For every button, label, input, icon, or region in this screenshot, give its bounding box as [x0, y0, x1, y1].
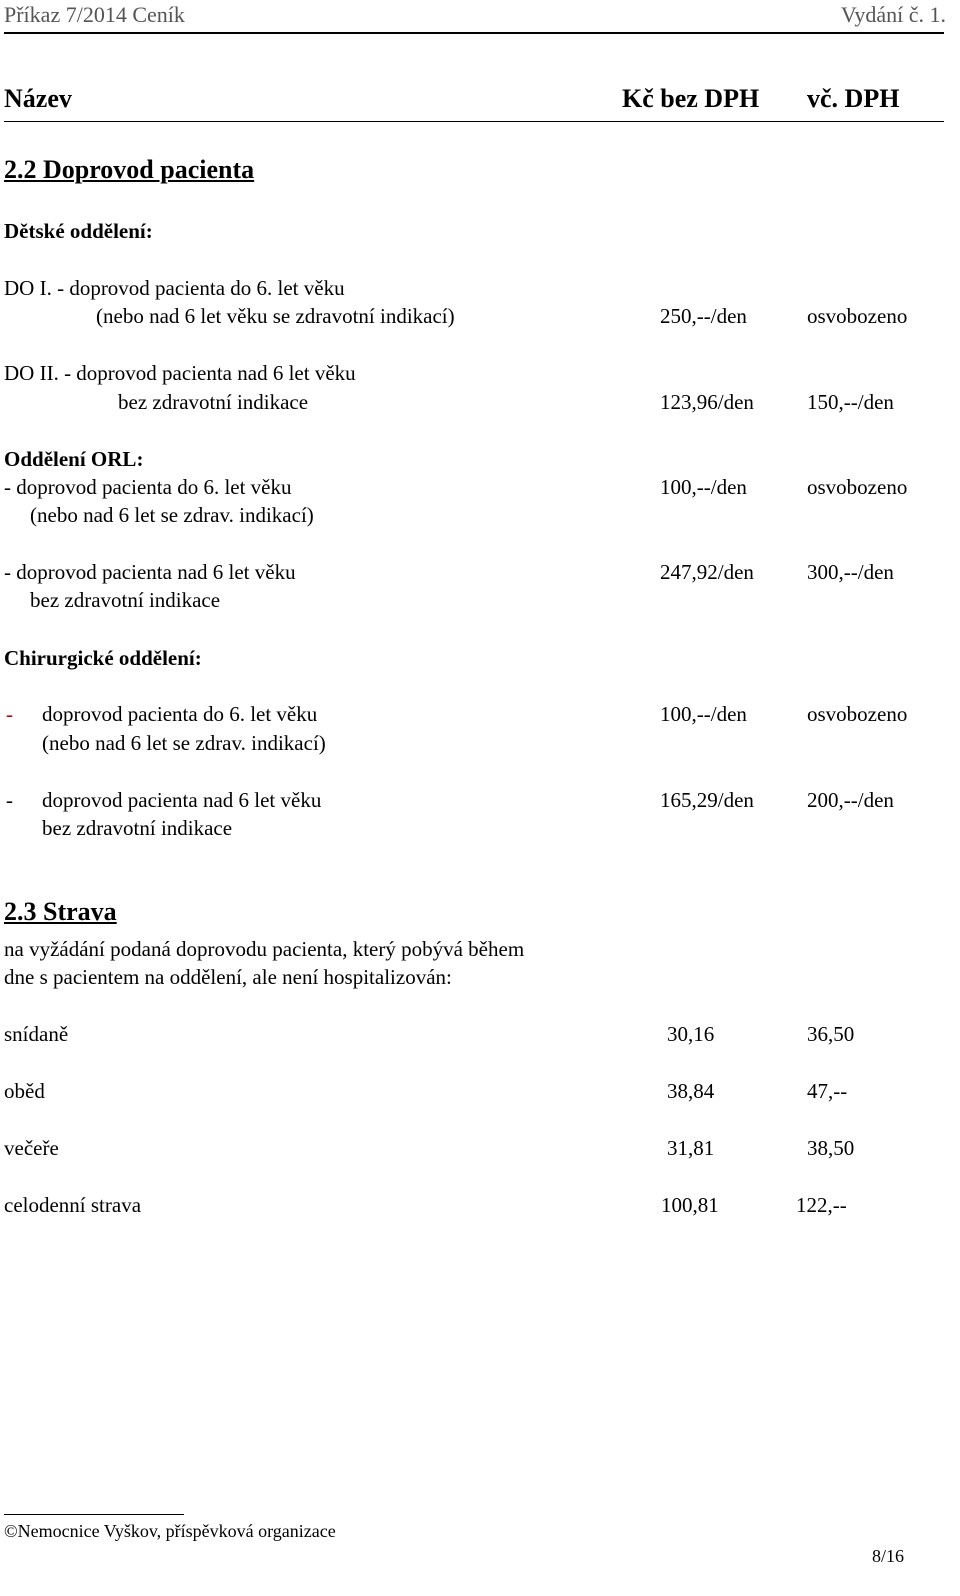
meal-name: celodenní strava [4, 1193, 142, 1217]
meal-vat: 36,50 [807, 1022, 855, 1046]
footer-divider [4, 1514, 184, 1515]
meal-name: oběd [4, 1079, 45, 1103]
orl-row1-line2: (nebo nad 6 let se zdrav. indikací) [30, 503, 314, 527]
orl-row2-vat: 300,--/den [807, 560, 894, 584]
detske-row1-line2: (nebo nad 6 let věku se zdravotní indikací) [96, 304, 455, 328]
orl-row2-line1: - doprovod pacienta nad 6 let věku [4, 560, 296, 584]
detske-row1-price: 250,--/den [660, 304, 747, 328]
column-heading-vat: vč. DPH [807, 84, 900, 113]
meal-name: večeře [4, 1136, 59, 1160]
subsection-heading-chirurgicke: Chirurgické oddělení: [4, 646, 202, 670]
section-title-doprovod: 2.2 Doprovod pacienta [4, 155, 255, 184]
chir-row2-price: 165,29/den [660, 788, 754, 812]
column-heading-price: Kč bez DPH [622, 84, 760, 113]
document-header-edition: Vydání č. 1. [840, 2, 946, 27]
chir-row2-line2: bez zdravotní indikace [42, 816, 233, 840]
detske-row2-line1: DO II. - doprovod pacienta nad 6 let věku [4, 361, 356, 385]
strava-description-line1: na vyžádání podaná doprovodu pacienta, který pobývá během [4, 937, 525, 961]
meal-vat: 38,50 [807, 1136, 855, 1160]
subsection-heading-orl: Oddělení ORL: [4, 447, 144, 471]
meal-price: 30,16 [667, 1022, 715, 1046]
subsection-heading-detske: Dětské oddělení: [4, 219, 153, 243]
chir-row2-dash: - [6, 788, 13, 812]
chir-row1-line2: (nebo nad 6 let se zdrav. indikací) [42, 731, 326, 755]
column-heading-name: Název [4, 84, 72, 113]
chir-row1-price: 100,--/den [660, 702, 747, 726]
orl-row1-line1: - doprovod pacienta do 6. let věku [4, 475, 292, 499]
meal-vat: 47,-- [807, 1079, 848, 1103]
footer-organization: ©Nemocnice Vyškov, příspěvková organizace [4, 1521, 336, 1541]
chir-row2-line1: doprovod pacienta nad 6 let věku [42, 788, 322, 812]
chir-row1-line1: doprovod pacienta do 6. let věku [42, 702, 318, 726]
detske-row2-price: 123,96/den [660, 390, 754, 414]
chir-row1-vat: osvobozeno [807, 702, 908, 726]
detske-row2-line2: bez zdravotní indikace [118, 390, 309, 414]
orl-row2-line2: bez zdravotní indikace [30, 588, 221, 612]
document-header-title: Příkaz 7/2014 Ceník [4, 2, 185, 27]
meal-price: 38,84 [667, 1079, 715, 1103]
meal-price: 31,81 [667, 1136, 715, 1160]
detske-row2-vat: 150,--/den [807, 390, 894, 414]
header-divider [4, 32, 944, 34]
chir-row2-vat: 200,--/den [807, 788, 894, 812]
orl-row1-vat: osvobozeno [807, 475, 908, 499]
section-title-strava: 2.3 Strava [4, 897, 117, 926]
chir-row1-dash: - [6, 702, 13, 726]
detske-row1-vat: osvobozeno [807, 304, 908, 328]
detske-row1-line1: DO I. - doprovod pacienta do 6. let věku [4, 276, 345, 300]
orl-row1-price: 100,--/den [660, 475, 747, 499]
orl-row2-price: 247,92/den [660, 560, 754, 584]
meal-price: 100,81 [661, 1193, 719, 1217]
column-heading-divider [4, 121, 944, 122]
meal-name: snídaně [4, 1022, 69, 1046]
strava-description-line2: dne s pacientem na oddělení, ale není hospitalizován: [4, 965, 452, 989]
page-number: 8/16 [871, 1546, 904, 1566]
meal-vat: 122,-- [796, 1193, 847, 1217]
